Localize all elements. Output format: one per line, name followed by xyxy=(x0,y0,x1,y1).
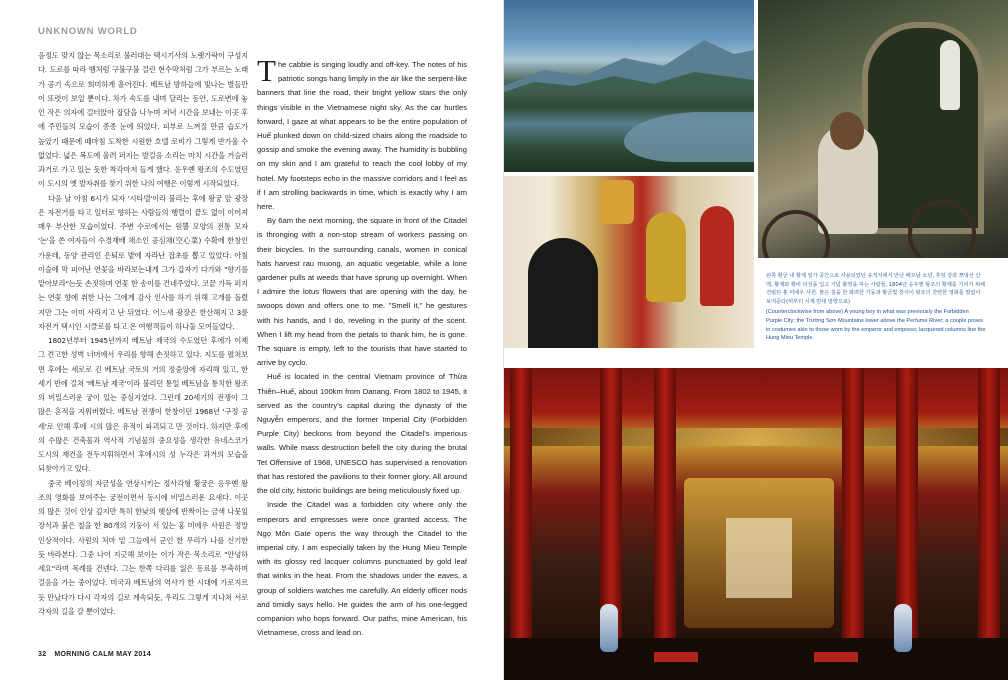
section-label: UNKNOWN WORLD xyxy=(38,26,138,37)
red-pillar xyxy=(842,368,864,680)
issue-label: MORNING CALM MAY 2014 xyxy=(54,651,151,658)
floor xyxy=(504,638,1008,680)
caption-korean: 왼쪽 황궁 내 황제 일가 공간으로 사용되었던 유적지에서 만난 베트남 소년, 후엉 강과 쯔엉선 산맥, 황제와 황비 의상을 입고 기념 촬영을 하는 사람들, 1804년 응우옌 왕조의 황제를 기리기 위해 건립된 홍 미에우 사원. 붉은 칠을 한 화려한 기둥과 황금빛 장식이 왕조의 찬란한 영화를 말없이 보여준다(위부터 시계 반대 방향으로) xyxy=(766,273,986,305)
photographer-figure xyxy=(528,238,598,348)
river xyxy=(624,112,754,162)
gold-beam xyxy=(504,428,1008,446)
lantern xyxy=(600,180,634,224)
english-paragraph-text: he cabbie is singing loudly and off-key. The notes of his patriotic songs hang limply in the air like the serpent-like banners that line the road, their bright yellow stars the only things visible in the Vietnamese night sky. As the car hurtles forward, I gaze at what appears to be the entire population of Huế plunked down on child-sized chairs along the roadside to gossip and smoke the evening away. The humidity is bubbling on my skin and I am grateful to reach the cool lobby of my hotel. My footsteps echo in the massive corridors and I feel as if I am strolling backwards in time, which is exactly why I am here. xyxy=(257,60,467,212)
altar-inner xyxy=(726,518,792,598)
emperor-costume-figure xyxy=(646,212,686,302)
boy-face xyxy=(830,112,864,150)
english-paragraph: Huế is located in the central Vietnam province of Thừa Thiên–Huế, about 100km from Danang. From 1802 to 1945, it served as the country's capital during the dynasty of the Nguyễn emperors, and the former Imperial City (Forbidden Purple City) beckons from beyond the Citadel's imperious walls. While mass destruction befell the city during the brutal Tet Offensive of 1968, UNESCO has supervised a renovation that has restored the pavilions to their former glory. All around the old city, historic buildings are being meticulously fixed up. xyxy=(257,372,467,496)
photo-mountains-river xyxy=(504,0,754,172)
photo-temple-interior xyxy=(504,368,1008,680)
empress-costume-figure xyxy=(700,206,734,306)
english-paragraph xyxy=(257,53,467,214)
photo-boy-bicycle xyxy=(758,0,1008,258)
korean-paragraph: 1802년부터 1945년까지 베트남 제국의 수도였던 후에가 이제 그 견고한 성벽 너머에서 우리를 향해 손짓하고 있다. 지도를 펼쳐보면 후에는 세로로 긴 베트남 국토의 거의 정중앙에 자리해 있고, 한 세기 반에 걸쳐 '베트남 제국'이라 불리던 통일 베트남을 통치한 왕조의 비밀스러운 궁이 있는 중심지였다. 그런데 20세기의 전쟁이 그 많은 흔적을 지워버렸다. 베트남 전쟁이 한창이던 1968년 '구정 공세'로 인해 후에 시의 많은 유적이 파괴되고 만 것이다. 하지만 후에의 수많은 건축물과 역사적 기념물의 중요성을 생각한 유네스코가 도시의 재건을 전두지휘하면서 후에시의 성 누각은 과거의 모습을 되찾아가고 있다. xyxy=(38,336,248,474)
statue xyxy=(940,40,960,110)
drop-cap: T xyxy=(257,53,276,88)
korean-paragraph: 중국 베이징의 자금성을 연상시키는 정사각형 황궁은 응우옌 왕조의 영화를 보여주는 궁전이면서 동시에 비밀스러운 요새다. 이곳의 많은 것이 인상 깊지만 특히 한낮의 햇살에 반짝이는 금색 나뭇잎 장식과 붉은 칠을 한 80개의 기둥이 서 있는 홍 미에우 사원은 정말 인상적이다. 사원의 처마 밑 그늘에서 군인 한 무리가 나를 신기한 듯 바라본다. 그중 나이 지긋해 보이는 이가 작은 목소리로 "안녕하세요"라며 목례를 건넨다. 그는 한쪽 다리를 잃은 동료를 부축하며 걸음을 가는 중이었다. 미국과 베트남의 역사가 한 시대에 가로지르듯 만났다가 다시 각자의 길로 계속되듯, 우리도 그렇게 지나쳐 서로 각자의 길을 갈 뿐이었다. xyxy=(38,478,248,616)
right-page xyxy=(504,0,1008,680)
photo-costume-couple xyxy=(504,176,754,348)
caption-english: (Counterclockwise from above) A young boy in what was previously the Forbidden Purple City; the Trường Sơn Mountains lower above the Perfume River; a couple poses in costumes akin to those worn by the emperor and empress; lacquered columns line the Hung Mieu Temple. xyxy=(766,309,986,342)
page-number: 32 xyxy=(38,651,47,658)
english-paragraph: Inside the Citadel was a forbidden city where only the emperors and empresses were once granted access. The Ngọ Môn Gate opens the way through the Citadel to the imperial city. I am especially taken by the Hung Mieu Temple with its glossy red lacquer columns punctuated by gold leaf that winks in the heat. From the shadows under the eaves, a group of soldiers watches me carefully. An elderly officer nods and timidly says hello. He guides the arm of his one-legged companion who hops forward. Our paths, mine American, his Vietnamese, cross and lead on. xyxy=(257,500,467,638)
korean-paragraph: 음정도 맞지 않는 목소리로 불러대는 택시기사의 노랫가락이 구성지다. 도로를 따라 뱀처럼 구불구불 걸린 현수막처럼 그가 부르는 노래가 공기 속으로 희미하게 흩어진다. 베트남 밤하늘에 빛나는 별들만이 또렷이 보일 뿐이다. 차가 속도를 내며 달리는 동안, 도로변에 놓인 작은 의자에 걸터앉아 잡담을 나누며 저녁 시간을 보내는 이곳 후에 주민들의 모습이 종종 눈에 띄었다. 피부로 느껴질 만큼 습도가 높았기 때문에 때마침 도착한 시원한 호텔 로비가 그렇게 반가울 수 없었다. 넓은 복도에 울려 퍼지는 발걸음 소리는 마치 시간을 거슬러 과거로 가고 있는 듯한 착각마저 들게 했다. 응우옌 왕조의 수도였던 이 도시의 옛 발자취를 찾기 위한 나의 여행은 이렇게 시작되었다. xyxy=(38,51,248,189)
english-column xyxy=(257,53,467,640)
english-paragraph: By 6am the next morning, the square in front of the Citadel is thronging with a non-stop stream of workers passing on their bicycles. In the surrounding canals, women in conical hats harvest rau muong, an aquatic vegetable, while a lone gardener pulls at weeds that have sprung up overnight. When I admire the lotus flowers that are opening with the day, he swoops down and offers one to me. "Smell it," he gestures with his hands, and I do, reveling in the purity of the scent. When I lift my head from the petals to thank him, he is gone. The square is empty, left to the tourists that have started to arrive by cyclo. xyxy=(257,216,467,368)
mountain-silhouette xyxy=(504,36,754,92)
stone-arch xyxy=(862,22,984,234)
red-pillar xyxy=(978,368,1000,680)
photo-caption xyxy=(766,272,986,345)
red-table xyxy=(814,652,858,662)
blue-vase xyxy=(600,604,618,652)
red-table xyxy=(654,652,698,662)
korean-paragraph: 다음 날 아침 6시가 되자 '시타델'이라 불리는 후에 왕궁 앞 광장은 자전거를 타고 일터로 향하는 사람들의 행렬이 끝도 없이 이어져 매우 부산한 모습이었다. 주변 수로에서는 원뿔 모양의 전통 모자 '논'을 쓴 여자들이 수경재배 채소인 공심채(空心菜) 수확에 한창인 가운데, 동양 관리인 은퇴로 밭에 자라난 잡초를 뽑고 있었다. 아침이슬에 막 피어난 연꽃을 바라보는내게 그가 갑자기 다가와 "향기를 맡아보라"는듯 손짓하며 연꽃 한 송이를 건네주었다. 코끝 가득 퍼지는 연꽃 향에 취한 나는 그에게 감사 인사를 하기 위해 고개를 돌렸지만 그는 이미 사라지고 난 뒤였다. 어느새 광장은 한산해지고 3륜 자전거 택시인 시클로를 타고 온 여행객들이 하나둘 모여들었다. xyxy=(38,193,248,331)
page-footer xyxy=(38,651,151,658)
red-pillar xyxy=(510,368,532,680)
korean-column xyxy=(38,49,248,619)
red-pillar xyxy=(654,368,676,680)
blue-vase xyxy=(894,604,912,652)
